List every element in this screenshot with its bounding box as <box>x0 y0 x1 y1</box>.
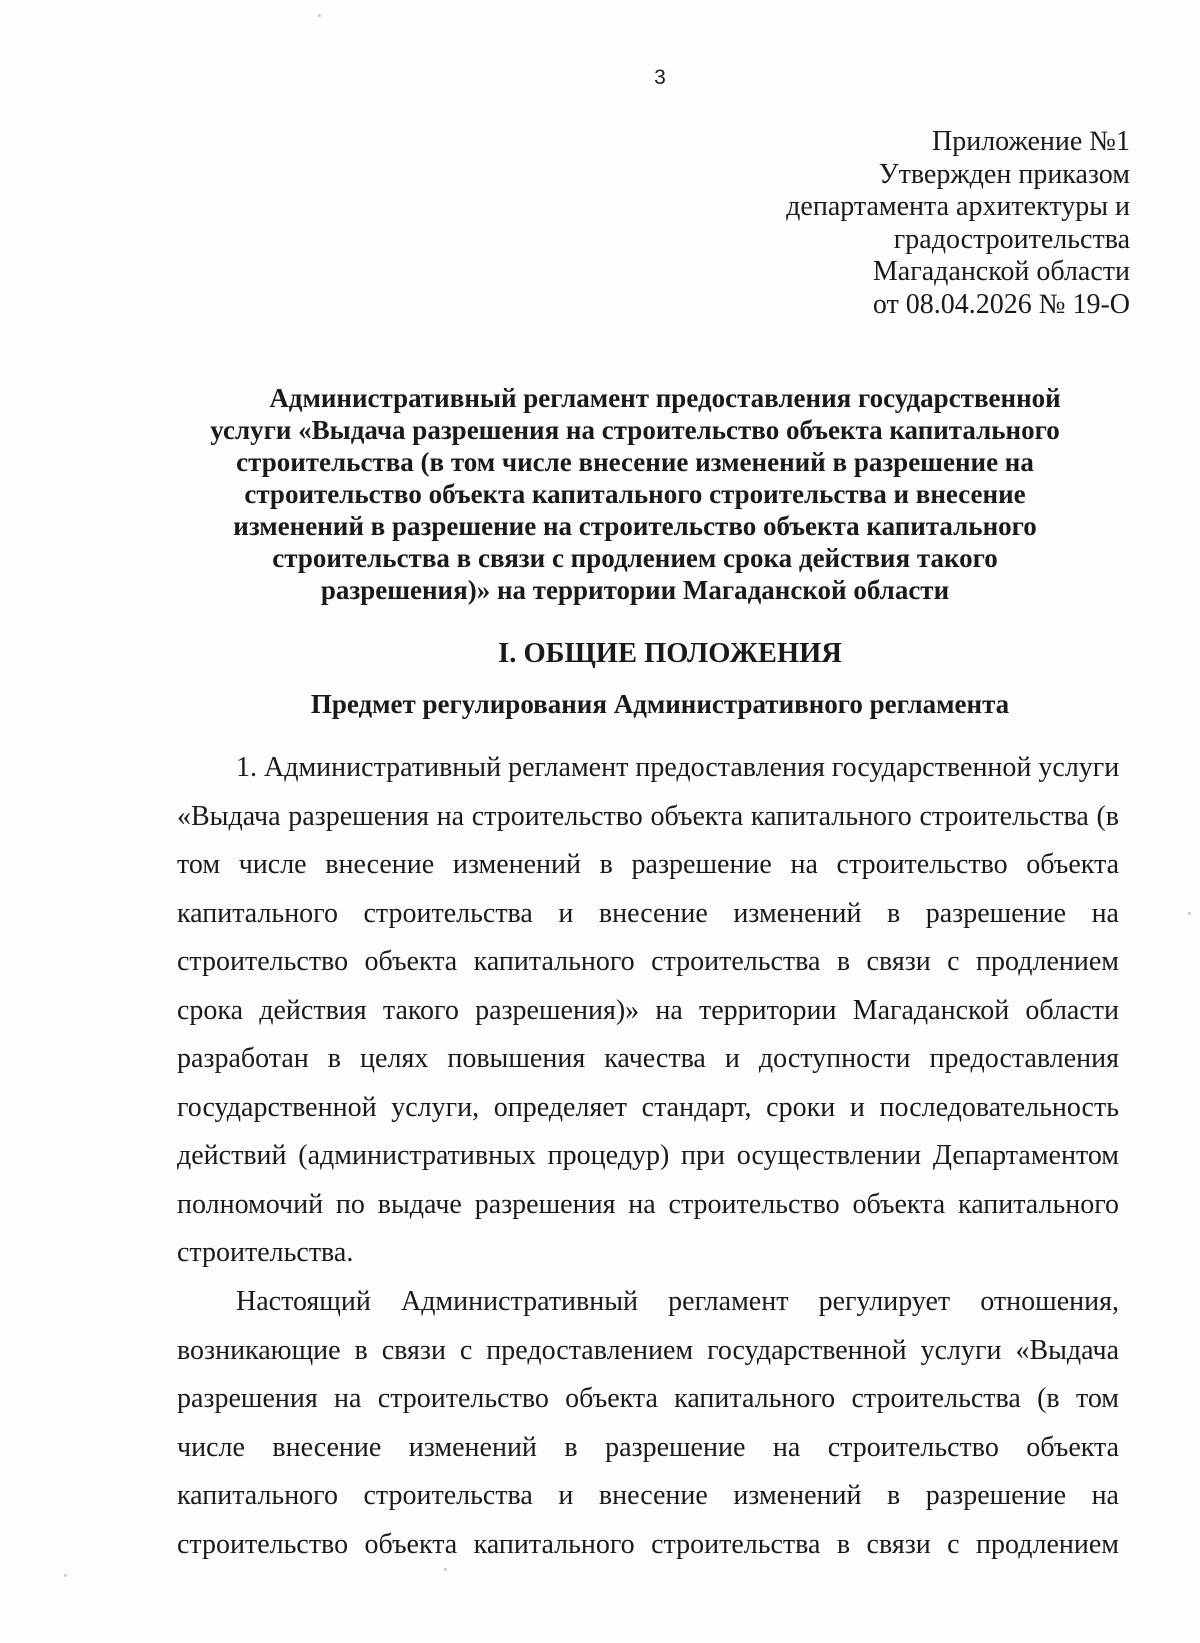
scan-speck <box>1188 912 1191 915</box>
title-line: строительства (в том числе внесение изменений в разрешение на <box>236 447 1034 477</box>
paragraph-1 <box>177 744 1119 1278</box>
paragraph-2 <box>177 1278 1119 1569</box>
paragraph-line: государственной услуги, определяет стандарт, сроки и последовательность <box>177 1091 1119 1123</box>
paragraph-line: строительство объекта капитального строительства в связи с продлением <box>177 946 1119 977</box>
paragraph-line: Настоящий Административный регламент регулирует отношения, <box>236 1286 1119 1317</box>
title-line: изменений в разрешение на строительство объекта капитального <box>233 511 1037 541</box>
paragraph-line: 1. Административный регламент предоставления государственной услуги <box>236 752 1120 783</box>
approval-line: градостроительства <box>893 223 1130 255</box>
document-title <box>195 382 1075 606</box>
section-heading: I. ОБЩИЕ ПОЛОЖЕНИЯ <box>498 638 842 669</box>
paragraph-line: «Выдача разрешения на строительство объекта капитального строительства (в <box>177 800 1119 832</box>
paragraph-line: возникающие в связи с предоставлением государственной услуги «Выдача <box>177 1334 1119 1366</box>
approval-line: Приложение №1 <box>932 126 1130 157</box>
scan-speck <box>318 14 321 17</box>
approval-line: Магаданской области <box>872 256 1130 287</box>
page-number: 3 <box>654 66 666 89</box>
subsection-heading: Предмет регулирования Административного регламента <box>310 689 1010 719</box>
paragraph-line: срока действия такого разрешения)» на территории Магаданской области <box>177 994 1119 1026</box>
title-line: строительства в связи с продлением срока действия такого <box>272 543 998 573</box>
paragraph-line: капитального строительства и внесение изменений в разрешение на <box>177 897 1119 929</box>
approval-line: от 08.04.2026 № 19-О <box>872 288 1130 320</box>
approval-block <box>786 126 1130 321</box>
title-line: строительство объекта капитального строительства и внесение <box>244 479 1026 509</box>
title-line: разрешения)» на территории Магаданской области <box>320 575 950 605</box>
paragraph-line: числе внесение изменений в разрешение на строительство объекта <box>177 1431 1119 1463</box>
scan-speck <box>444 1568 447 1571</box>
scan-speck <box>64 1574 67 1577</box>
paragraph-line: капитального строительства и внесение изменений в разрешение на <box>177 1480 1119 1511</box>
approval-line: Утвержден приказом <box>878 158 1130 190</box>
paragraph-line: том числе внесение изменений в разрешение на строительство объекта <box>177 849 1119 880</box>
paragraph-line: полномочий по выдаче разрешения на строительство объекта капитального <box>177 1188 1119 1220</box>
title-line: услуги «Выдача разрешения на строительство объекта капитального <box>210 415 1060 445</box>
paragraph-line: строительства. <box>177 1237 354 1268</box>
paragraph-line: разрешения на строительство объекта капитального строительства (в том <box>177 1383 1119 1414</box>
paragraph-line: строительство объекта капитального строительства в связи с продлением <box>177 1528 1119 1560</box>
approval-line: департамента архитектуры и <box>786 191 1130 222</box>
title-line: Административный регламент предоставления государственной <box>269 383 1061 413</box>
paragraph-line: действий (административных процедур) при осуществлении Департаментом <box>177 1140 1119 1171</box>
paragraph-line: разработан в целях повышения качества и доступности предоставления <box>177 1043 1119 1074</box>
